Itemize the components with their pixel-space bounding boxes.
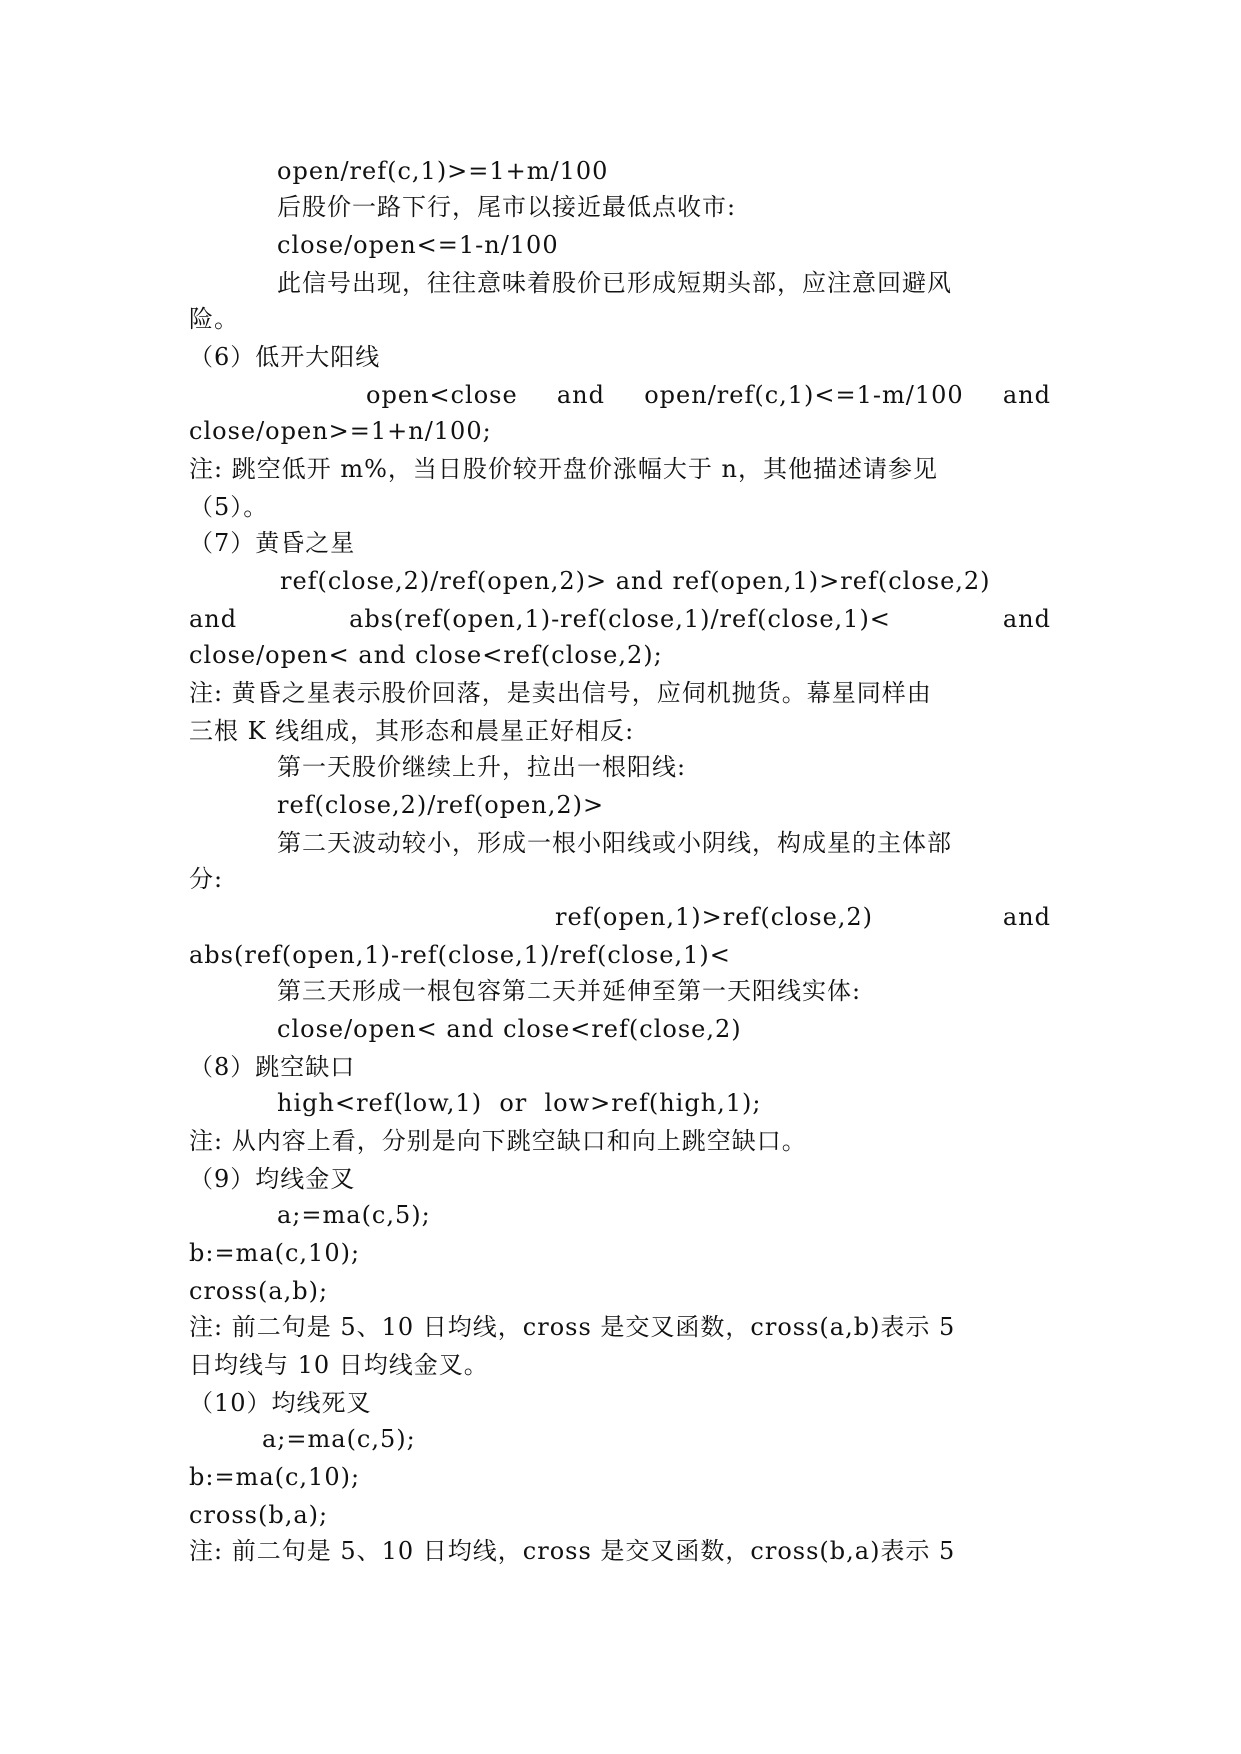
- note-text: 三根 K 线组成，其形态和晨星正好相反:: [189, 717, 635, 745]
- formula-part: and: [556, 381, 606, 409]
- formula-open-gap: open/ref(c,1)>=1+m/100: [277, 157, 609, 185]
- formula-part: abs(ref(open,1)-ref(close,1)/ref(close,1)<: [349, 605, 891, 633]
- formula-line: high<ref(low,1) or low>ref(high,1);: [277, 1089, 762, 1117]
- note-text: 日均线与 10 日均线金叉。: [189, 1351, 489, 1379]
- formula-part: ref(open,1)>ref(close,2): [555, 903, 874, 931]
- formula-line: close/open< and close<ref(close,2);: [189, 641, 663, 669]
- note-text: 注: 从内容上看，分别是向下跳空缺口和向上跳空缺口。: [189, 1127, 807, 1155]
- paragraph-text: 此信号出现，往往意味着股价已形成短期头部，应注意回避风: [277, 269, 952, 297]
- formula-part: open<close: [366, 381, 518, 409]
- section-heading-10: （10）均线死叉: [189, 1389, 372, 1417]
- formula-line: a;=ma(c,5);: [277, 1201, 431, 1229]
- section-heading-8: （8）跳空缺口: [189, 1053, 356, 1081]
- section-heading-9: （9）均线金叉: [189, 1165, 356, 1193]
- section-heading-7: （7）黄昏之星: [189, 529, 356, 557]
- formula-line: a;=ma(c,5);: [262, 1425, 416, 1453]
- formula-part: and: [1002, 381, 1051, 409]
- formula-line: cross(b,a);: [189, 1501, 329, 1529]
- note-text: 注: 前二句是 5、10 日均线，cross 是交叉函数，cross(b,a)表示 5: [189, 1537, 956, 1565]
- formula-line: b:=ma(c,10);: [189, 1463, 361, 1491]
- note-text: 注: 黄昏之星表示股价回落，是卖出信号，应伺机抛货。幕星同样由: [189, 679, 932, 707]
- formula-line: ref(close,2)/ref(open,2)>: [277, 791, 605, 819]
- section-heading-6: （6）低开大阳线: [189, 343, 381, 371]
- paragraph-text: 分:: [189, 865, 224, 893]
- formula-part: and: [1002, 605, 1051, 633]
- formula-part: and: [189, 605, 238, 633]
- paragraph-text: 第三天形成一根包容第二天并延伸至第一天阳线实体:: [277, 977, 862, 1005]
- formula-line: [189, 601, 1051, 637]
- note-text: 注: 跳空低开 m%，当日股价较开盘价涨幅大于 n，其他描述请参见: [189, 455, 938, 483]
- paragraph-text: 后股价一路下行，尾市以接近最低点收市:: [277, 193, 737, 221]
- formula-part: open/ref(c,1)<=1-m/100: [644, 381, 964, 409]
- note-text: 注: 前二句是 5、10 日均线，cross 是交叉函数，cross(a,b)表示 5: [189, 1313, 956, 1341]
- formula-line: close/open>=1+n/100;: [189, 417, 492, 445]
- note-text: （5）。: [189, 493, 269, 521]
- paragraph-text: 险。: [189, 305, 239, 333]
- formula-line: abs(ref(open,1)-ref(close,1)/ref(close,1)<: [189, 941, 731, 969]
- formula-line: ref(close,2)/ref(open,2)> and ref(open,1)>ref(close,2): [280, 567, 991, 595]
- formula-line: cross(a,b);: [189, 1277, 329, 1305]
- paragraph-text: 第二天波动较小，形成一根小阳线或小阴线，构成星的主体部: [277, 829, 952, 857]
- formula-close-open: close/open<=1-n/100: [277, 231, 559, 259]
- formula-line: [555, 899, 1051, 935]
- formula-part: and: [1002, 903, 1051, 931]
- formula-line: b:=ma(c,10);: [189, 1239, 361, 1267]
- formula-line: close/open< and close<ref(close,2): [277, 1015, 742, 1043]
- paragraph-text: 第一天股价继续上升，拉出一根阳线:: [277, 753, 687, 781]
- formula-line: [366, 377, 1051, 413]
